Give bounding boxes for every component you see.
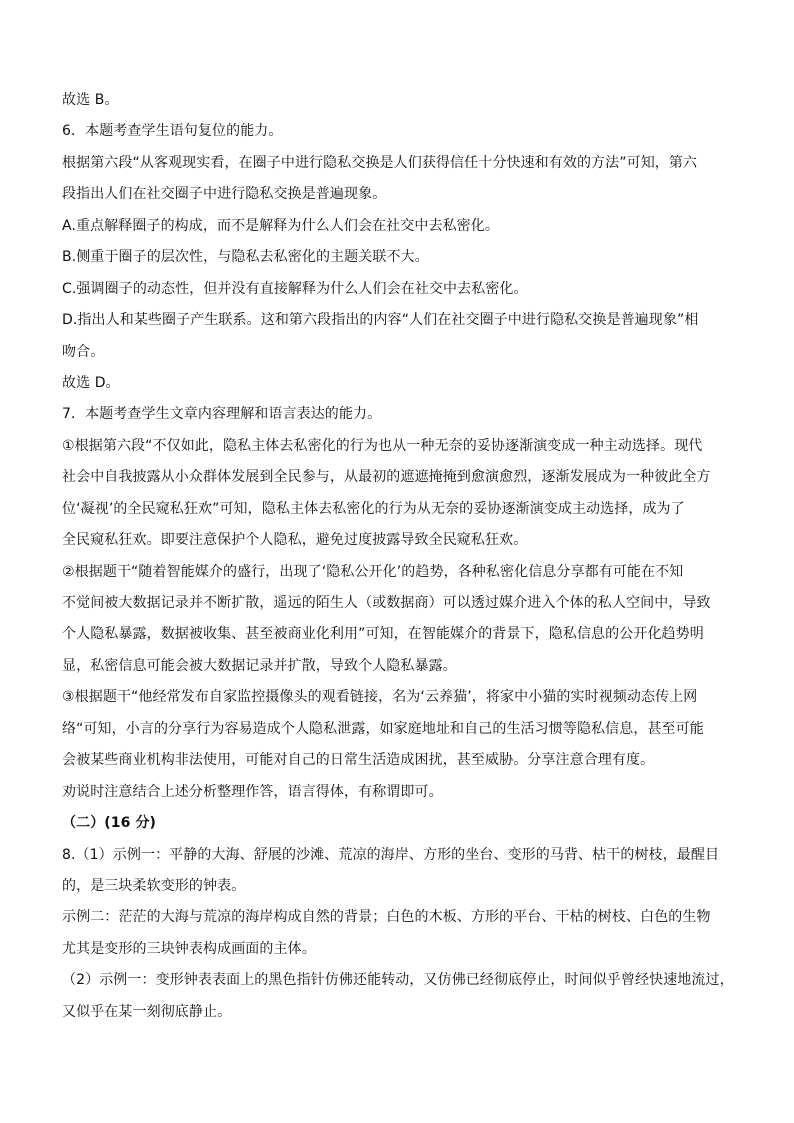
text-line: B.侧重于圈子的层次性，与隐私去私密化的主题关联不大。 [62, 249, 429, 266]
text-line: （2）示例一：变形钟表表面上的黑色指针仿佛还能转动，又仿佛已经彻底停止，时间似乎曾经快速地流过， [62, 972, 734, 989]
text-line: 的，是三块柔软变形的钟表。 [62, 877, 246, 894]
text-line: ③根据题干“他经常发布自家监控摄像头的观看链接，名为‘云养猫’，将家中小猫的实时视频动态传上网 [62, 689, 698, 706]
text-line: 7．本题考查学生文章内容理解和语言表达的能力。 [62, 406, 382, 423]
text-line: 会被某些商业机构非法使用，可能对自己的日常生活造成困扰，甚至威胁。分享注意合理有度。 [62, 752, 655, 769]
text-line: 8.（1）示例一：平静的大海、舒展的沙滩、荒凉的海岸、方形的坐台、变形的马背、枯干的树枝，最醒目 [62, 846, 720, 863]
text-line: ①根据第六段“不仅如此，隐私主体去私密化的行为也从一种无奈的妥协逐渐演变成一种主动选择。现代 [62, 437, 703, 454]
text-line: A.重点解释圈子的构成，而不是解释为什么人们会在社交中去私密化。 [62, 217, 499, 234]
text-line: 个人隐私暴露，数据被收集、甚至被商业化利用”可知，在智能媒介的背景下，隐私信息的公开化趋势明 [62, 626, 704, 643]
text-line: 显，私密信息可能会被大数据记录并扩散，导致个人隐私暴露。 [62, 657, 457, 674]
text-line: 根据第六段“从客观现实看，在圈子中进行隐私交换是人们获得信任十分快速和有效的方法”可知，第六 [62, 154, 698, 171]
text-line: 故选 D。 [62, 374, 120, 391]
text-line: 社会中自我披露从小众群体发展到全民参与，从最初的遮遮掩掩到愈演愈烈，逐渐发展成为一种彼此全方 [62, 469, 711, 486]
text-line: 全民窥私狂欢。即要注意保护个人隐私，避免过度披露导致全民窥私狂欢。 [62, 532, 528, 549]
text-line: 劝说时注意结合上述分析整理作答，语言得体，有称谓即可。 [62, 783, 443, 800]
text-line: 尤其是变形的三块钟表构成画面的主体。 [62, 940, 316, 957]
text-line: 位‘凝视’的全民窥私狂欢”可知，隐私主体去私密化的行为从无奈的妥协逐渐演变成主动选择，成为了 [62, 500, 685, 517]
text-line: ②根据题干“随着智能媒介的盛行，出现了‘隐私公开化’的趋势，各种私密化信息分享都有可能在不知 [62, 563, 684, 580]
text-line: 不觉间被大数据记录并不断扩散，遥远的陌生人（或数据商）可以透过媒介进入个体的私人空间中，导致 [62, 595, 711, 611]
text-line: 故选 B。 [62, 92, 119, 108]
text-line: 又似乎在某一刻彻底静止。 [62, 1003, 232, 1020]
text-line: 示例二：茫茫的大海与荒凉的海岸构成自然的背景；白色的木板、方形的平台、干枯的树枝、白色的生物 [62, 909, 711, 926]
text-line: 吻合。 [62, 343, 105, 360]
text-line: 段指出人们在社交圈子中进行隐私交换是普遍现象。 [62, 186, 387, 203]
text-line: （二）(16 分) [62, 815, 157, 832]
text-line: 络“可知，小言的分享行为容易造成个人隐私泄露，如家庭地址和自己的生活习惯等隐私信息，甚至可能 [62, 720, 704, 737]
text-line: D.指出人和某些圈子产生联系。这和第六段指出的内容“人们在社交圈子中进行隐私交换是普遍现象”相 [62, 312, 699, 329]
document-page [62, 89, 742, 1032]
text-line: C.强调圈子的动态性，但并没有直接解释为什么人们会在社交中去私密化。 [62, 280, 528, 297]
text-line: 6．本题考查学生语句复位的能力。 [62, 123, 283, 140]
